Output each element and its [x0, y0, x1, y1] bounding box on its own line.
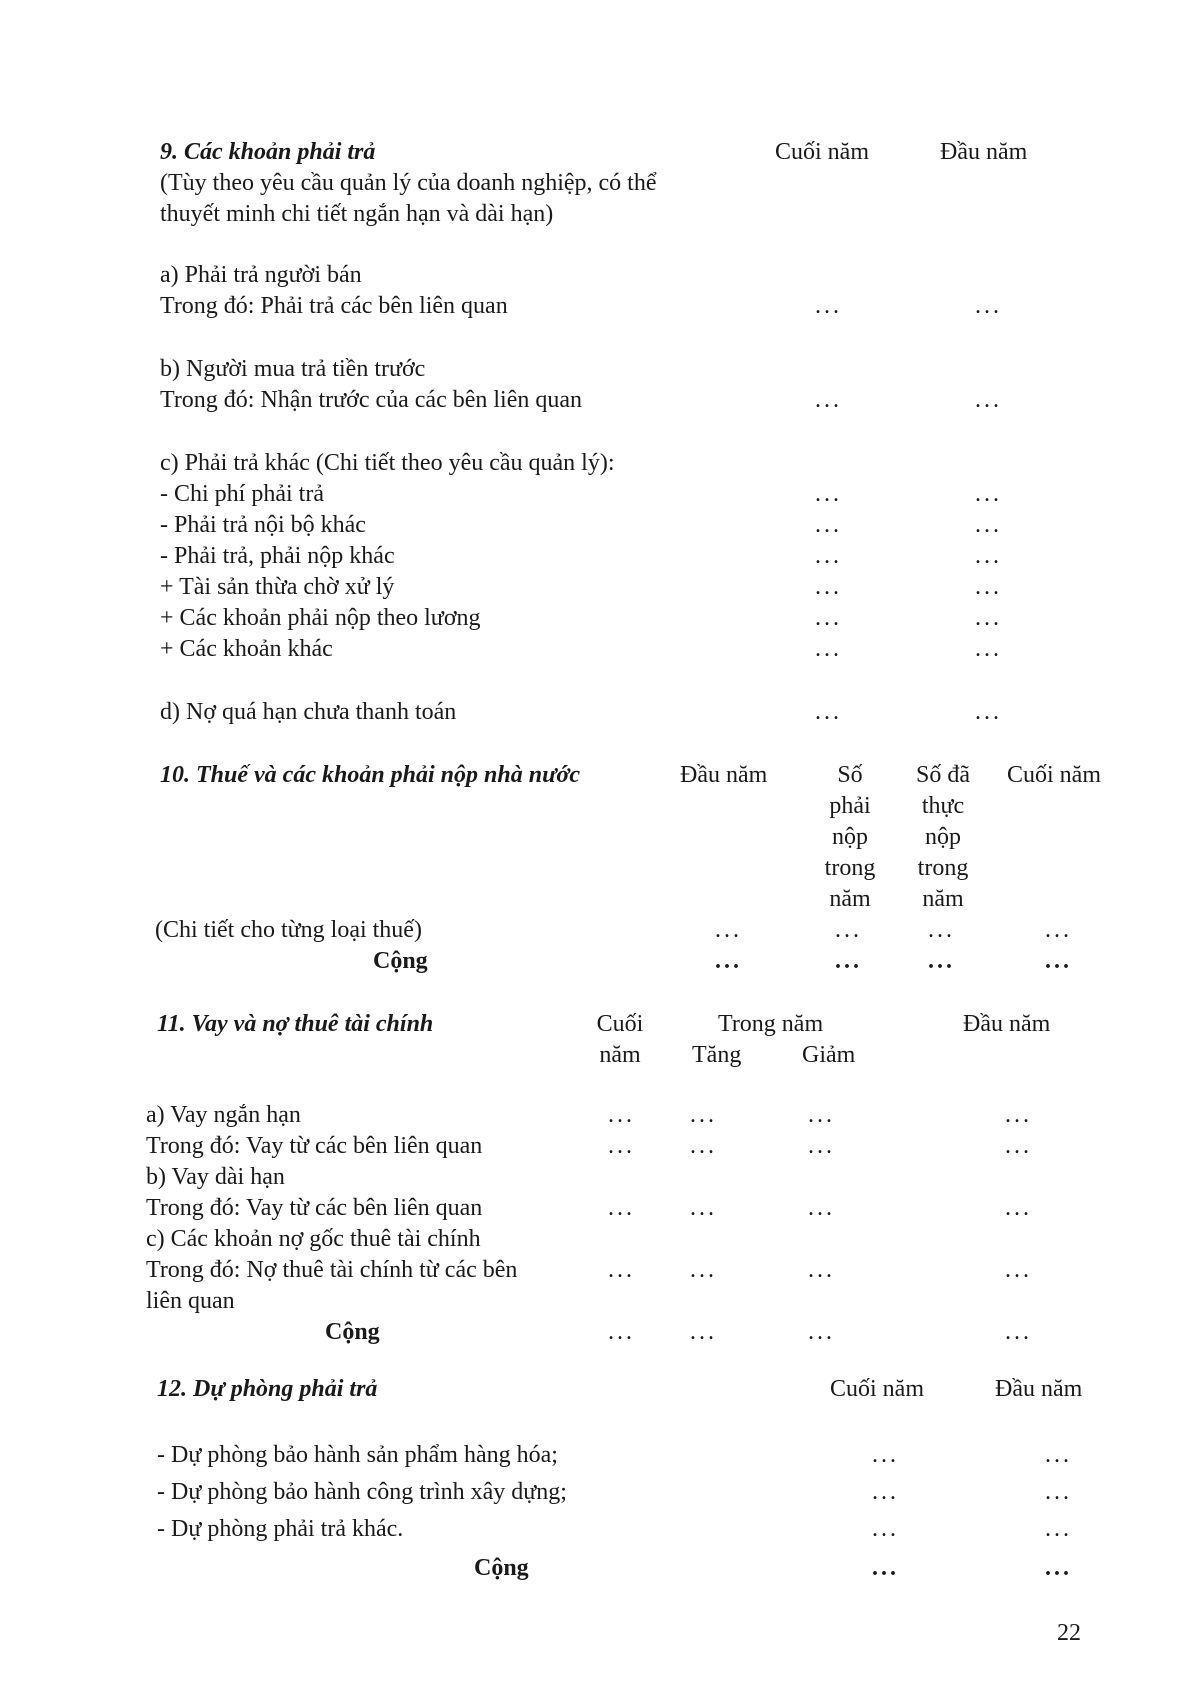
s9-row-begin: ... [975, 481, 1002, 507]
s9-row-end: ... [815, 574, 842, 600]
s12-total-label: Cộng [474, 1555, 529, 1581]
s9-row-label: + Các khoản phải nộp theo lương [160, 605, 481, 631]
s11-row-val: ... [808, 1257, 835, 1283]
s11-row-val: ... [808, 1133, 835, 1159]
s11-row-val: ... [690, 1257, 717, 1283]
s9-row-end: ... [815, 605, 842, 631]
s11-row-val: ... [608, 1102, 635, 1128]
s10-row-val: ... [928, 917, 955, 943]
s9-row-label: a) Phải trả người bán [160, 262, 362, 288]
s12-total-val: ... [872, 1555, 899, 1581]
s9-row-label: - Phải trả, phải nộp khác [160, 543, 395, 569]
s9-row-begin: ... [975, 605, 1002, 631]
section-9-title: 9. Các khoản phải trả [160, 139, 376, 165]
s10-col-paid-line: nộp [925, 824, 961, 850]
s11-row-val: ... [690, 1195, 717, 1221]
s10-row-val: ... [1045, 917, 1072, 943]
s10-total-val: ... [1045, 948, 1072, 974]
s9-col-begin-year: Đầu năm [940, 139, 1028, 165]
s10-col-paid-line: thực [921, 793, 965, 819]
s9-row-begin: ... [975, 636, 1002, 662]
s9-row-label: + Các khoản khác [160, 636, 333, 662]
s10-row-label: (Chi tiết cho từng loại thuế) [155, 917, 422, 943]
s12-row-begin: ... [1045, 1442, 1072, 1468]
s11-row-val: ... [690, 1102, 717, 1128]
s9-col-end-year: Cuối năm [775, 139, 869, 165]
s10-col-end-year: Cuối năm [1007, 762, 1101, 788]
s10-col-paid-line: Số đã [916, 762, 970, 788]
s11-row-val: ... [808, 1195, 835, 1221]
s11-total-val: ... [1005, 1319, 1032, 1345]
s9-row-begin: ... [975, 512, 1002, 538]
s11-row-label: b) Vay dài hạn [146, 1164, 285, 1190]
s12-row-label: - Dự phòng bảo hành công trình xây dựng; [157, 1479, 567, 1505]
s11-row-val: ... [608, 1133, 635, 1159]
s11-col-during-year: Trong năm [718, 1011, 824, 1037]
s9-row-end: ... [815, 293, 842, 319]
s10-total-label: Cộng [373, 948, 428, 974]
s9-row-end: ... [815, 512, 842, 538]
s9-note-line2: thuyết minh chi tiết ngắn hạn và dài hạn) [160, 201, 554, 227]
s11-row-val: ... [808, 1102, 835, 1128]
s11-row-label: Trong đó: Vay từ các bên liên quan [146, 1133, 483, 1159]
s9-row-begin: ... [975, 699, 1002, 725]
s11-row-val: ... [690, 1133, 717, 1159]
page-number: 22 [1057, 1620, 1081, 1646]
s12-row-label: - Dự phòng bảo hành sản phẩm hàng hóa; [157, 1442, 558, 1468]
section-12-title: 12. Dự phòng phải trả [157, 1376, 378, 1402]
s10-col-payable-line: trong [824, 855, 876, 881]
s11-row-label: Trong đó: Nợ thuê tài chính từ các bên [146, 1257, 518, 1283]
s11-col-begin-year: Đầu năm [963, 1011, 1051, 1037]
section-11-title: 11. Vay và nợ thuê tài chính [157, 1011, 434, 1037]
s9-row-begin: ... [975, 543, 1002, 569]
s9-row-end: ... [815, 636, 842, 662]
s11-total-label: Cộng [325, 1319, 380, 1345]
s11-row-val: ... [1005, 1195, 1032, 1221]
s10-row-val: ... [715, 917, 742, 943]
s9-row-label: d) Nợ quá hạn chưa thanh toán [160, 699, 457, 725]
s11-row-val: ... [608, 1195, 635, 1221]
s10-total-val: ... [835, 948, 862, 974]
s10-total-val: ... [715, 948, 742, 974]
s9-row-label: - Chi phí phải trả [160, 481, 324, 507]
s9-row-end: ... [815, 387, 842, 413]
s9-row-label: + Tài sản thừa chờ xử lý [160, 574, 395, 600]
s12-row-begin: ... [1045, 1516, 1072, 1542]
s12-row-end: ... [872, 1516, 899, 1542]
s11-row-val: ... [1005, 1133, 1032, 1159]
s12-col-begin-year: Đầu năm [995, 1376, 1083, 1402]
s12-row-label: - Dự phòng phải trả khác. [157, 1516, 404, 1542]
s10-col-payable-line: Số [837, 762, 863, 788]
s10-col-payable-line: năm [829, 886, 871, 912]
s11-total-val: ... [608, 1319, 635, 1345]
s11-row-label: liên quan [146, 1288, 235, 1314]
s11-row-val: ... [608, 1257, 635, 1283]
s9-row-label: Trong đó: Nhận trước của các bên liên quan [160, 387, 583, 413]
s11-col-end-line: năm [599, 1042, 641, 1068]
s9-row-begin: ... [975, 293, 1002, 319]
s9-row-end: ... [815, 699, 842, 725]
s9-row-begin: ... [975, 387, 1002, 413]
s9-row-end: ... [815, 481, 842, 507]
s10-col-payable-line: nộp [832, 824, 868, 850]
s11-row-val: ... [1005, 1102, 1032, 1128]
s10-total-val: ... [928, 948, 955, 974]
s11-col-increase: Tăng [692, 1042, 742, 1068]
s9-row-begin: ... [975, 574, 1002, 600]
s10-col-payable-line: phải [829, 793, 871, 819]
s9-row-label: c) Phải trả khác (Chi tiết theo yêu cầu quản lý): [160, 450, 615, 476]
s11-row-label: Trong đó: Vay từ các bên liên quan [146, 1195, 483, 1221]
section-10-title: 10. Thuế và các khoản phải nộp nhà nước [160, 762, 580, 788]
s12-total-val: ... [1045, 1555, 1072, 1581]
s11-col-end-line: Cuối [596, 1011, 644, 1037]
s10-row-val: ... [835, 917, 862, 943]
s9-row-label: - Phải trả nội bộ khác [160, 512, 366, 538]
s10-col-paid-line: trong [917, 855, 969, 881]
s9-row-label: Trong đó: Phải trả các bên liên quan [160, 293, 508, 319]
s11-row-val: ... [1005, 1257, 1032, 1283]
s12-row-begin: ... [1045, 1479, 1072, 1505]
s11-row-label: a) Vay ngắn hạn [146, 1102, 301, 1128]
s10-col-paid-line: năm [922, 886, 964, 912]
s11-row-label: c) Các khoản nợ gốc thuê tài chính [146, 1226, 481, 1252]
s9-row-label: b) Người mua trả tiền trước [160, 356, 426, 382]
s9-row-end: ... [815, 543, 842, 569]
s11-total-val: ... [690, 1319, 717, 1345]
s9-note-line1: (Tùy theo yêu cầu quản lý của doanh nghiệp, có thể [160, 170, 657, 196]
s12-col-end-year: Cuối năm [830, 1376, 924, 1402]
s10-col-begin-year: Đầu năm [680, 762, 768, 788]
s12-row-end: ... [872, 1442, 899, 1468]
s11-col-decrease: Giảm [802, 1042, 856, 1068]
s12-row-end: ... [872, 1479, 899, 1505]
s11-total-val: ... [808, 1319, 835, 1345]
